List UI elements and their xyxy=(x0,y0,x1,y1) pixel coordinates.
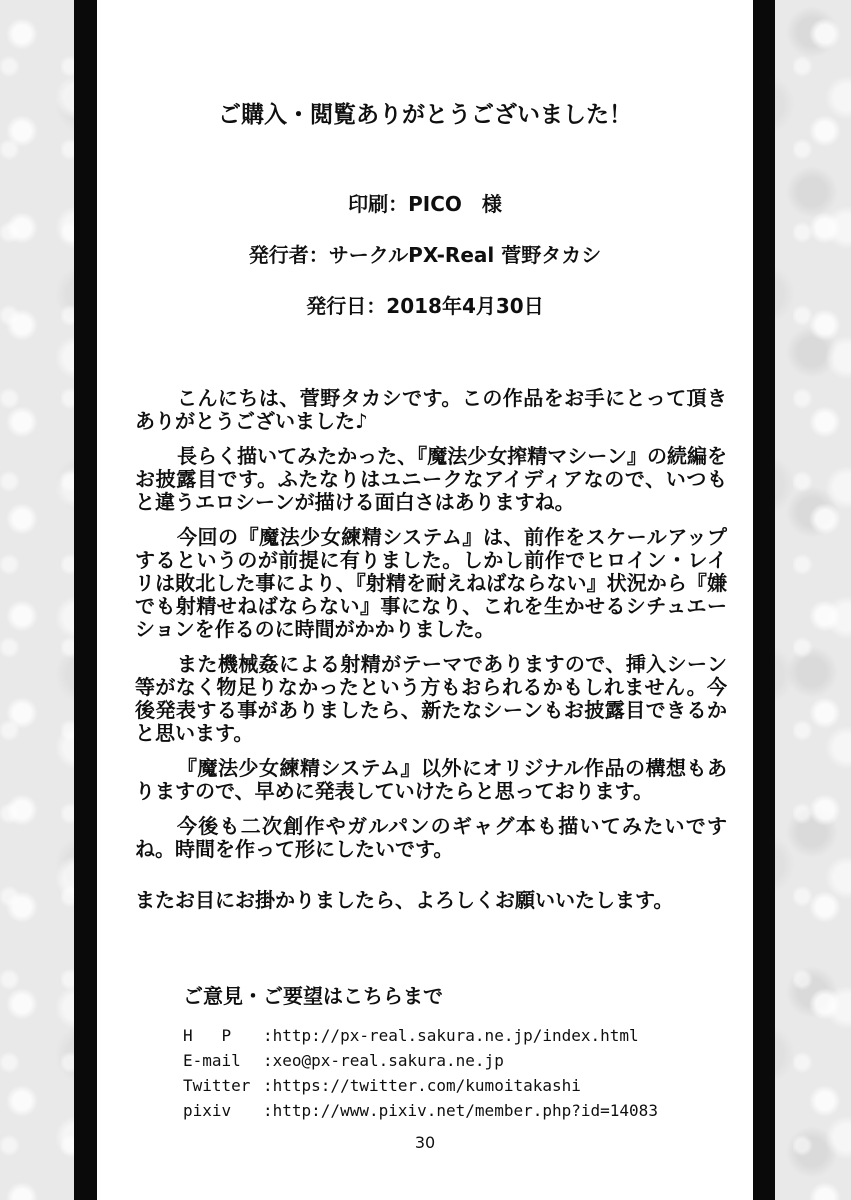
contact-url-pixiv: :http://www.pixiv.net/member.php?id=14083 xyxy=(263,1101,658,1120)
contact-url-email: :xeo@px-real.sakura.ne.jp xyxy=(263,1051,504,1070)
page-number: 30 xyxy=(414,1133,436,1152)
paragraph-closing: またお目にお掛かりましたら、よろしくお願いいたします。 xyxy=(135,888,674,912)
paragraph: 『魔法少女練精システム』以外にオリジナル作品の構想もありますので、早めに発表していけたらと思っております。 xyxy=(135,756,727,803)
paragraph: 長らく描いてみたかった、『魔法少女搾精マシーン』の続編をお披露目です。ふたなりはユニークなアイディアなので、いつもと違うエロシーンが描ける面白さはありますね。 xyxy=(135,444,727,514)
paragraph: こんにちは、菅野タカシです。この作品をお手にとって頂きありがとうございました♪ xyxy=(135,386,727,433)
contact-row-pixiv xyxy=(183,1098,658,1123)
contact-url-homepage: :http://px-real.sakura.ne.jp/index.html xyxy=(263,1026,639,1045)
colophon-publisher: 発行者：サークルPX-Real 菅野タカシ xyxy=(248,243,602,267)
contact-label-email: E-mail xyxy=(183,1051,241,1070)
contact-header: ご意見・ご要望はこちらまで xyxy=(183,984,443,1008)
paragraph: 今後も二次創作やガルパンのギャグ本も描いてみたいですね。時間を作って形にしたいです。 xyxy=(135,814,727,861)
contact-row-twitter xyxy=(183,1073,658,1098)
contact-label-pixiv: pixiv xyxy=(183,1101,232,1120)
contact-label-twitter: Twitter xyxy=(183,1076,251,1095)
colophon-publish-date: 発行日：2018年4月30日 xyxy=(306,294,544,318)
afterword-page xyxy=(97,0,753,1200)
colophon-block xyxy=(97,194,753,347)
contact-url-twitter: :https://twitter.com/kumoitakashi xyxy=(263,1076,581,1095)
paragraph: 今回の『魔法少女練精システム』は、前作をスケールアップするというのが前提に有りました。しかし前作でヒロイン・レイリは敗北した事により、『射精を耐えねばならない』状況から『嫌でも射精せねばならない』事になり、これを生かせるシチュエーションを作るのに時間がかかりました。 xyxy=(135,525,727,641)
contact-label-homepage: H P xyxy=(183,1026,232,1045)
colophon-printer: 印刷：PICO 様 xyxy=(348,192,502,216)
contact-row-email xyxy=(183,1048,658,1073)
page-title: ご購入・閲覧ありがとうございました！ xyxy=(218,102,632,128)
afterword-body xyxy=(135,387,727,924)
contact-block xyxy=(183,985,658,1123)
paragraph: また機械姦による射精がテーマでありますので、挿入シーン等がなく物足りなかったという方もおられるかもしれません。今後発表する事がありましたら、新たなシーンもお披露目できるかと思います。 xyxy=(135,652,727,745)
contact-row-homepage xyxy=(183,1023,658,1048)
